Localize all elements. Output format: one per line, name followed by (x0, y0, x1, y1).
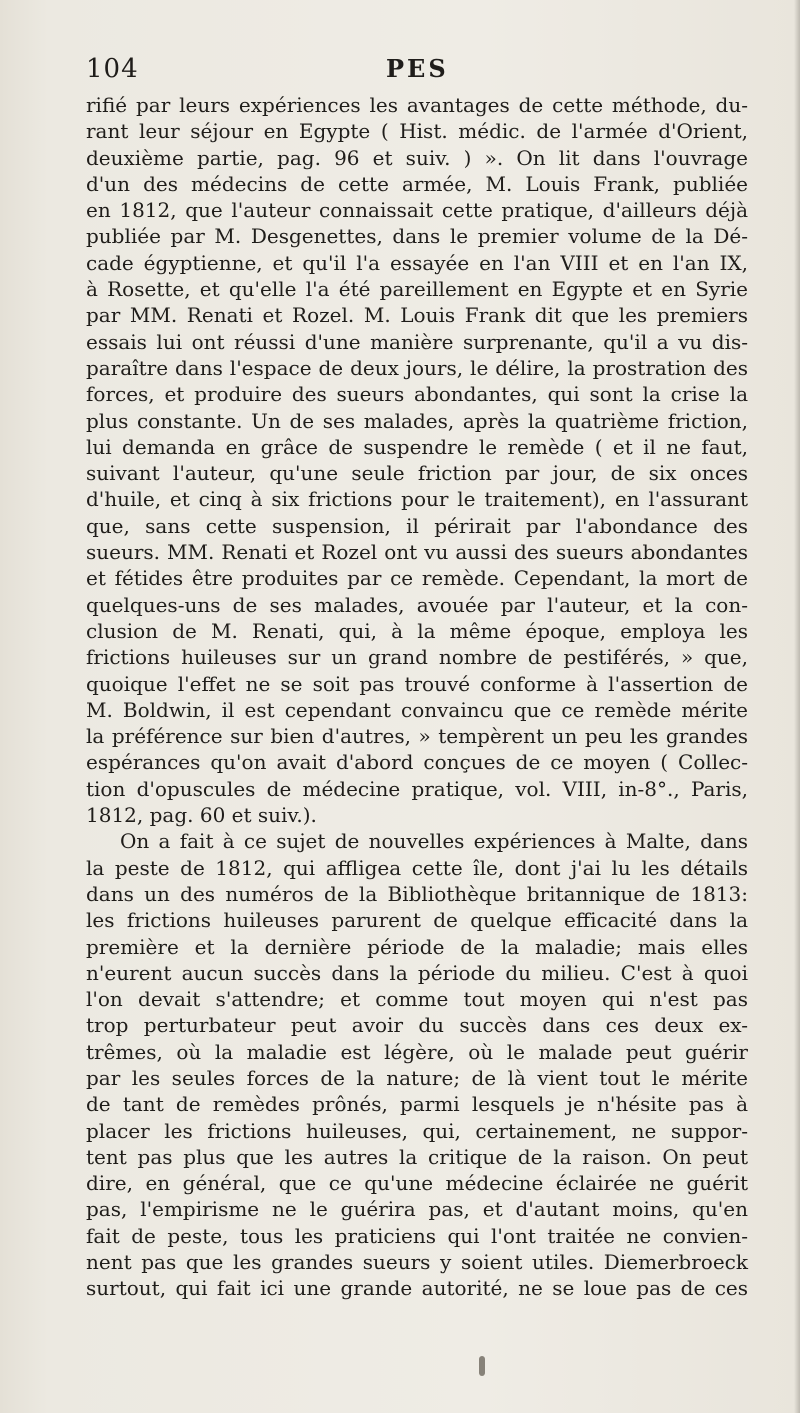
text-line: rant leur séjour en Egypte ( Hist. médic. de l'armée d'Orient, (86, 119, 748, 144)
text-line: quoique l'effet ne se soit pas trouvé conforme à l'assertion de (86, 671, 748, 696)
text-line: deuxième partie, pag. 96 et suiv. ) ». On lit dans l'ouvrage (86, 145, 748, 170)
text-line: cade égyptienne, et qu'il l'a essayée en l'an VIII et en l'an IX, (86, 250, 748, 275)
running-head (86, 54, 746, 90)
text-line: paraître dans l'espace de deux jours, le délire, la prostration des (86, 355, 748, 380)
text-line: lui demanda en grâce de suspendre le remède ( et il ne faut, (86, 434, 748, 459)
text-line: dire, en général, que ce qu'une médecine éclairée ne guérit (86, 1171, 748, 1196)
text-line: de tant de remèdes prônés, parmi lesquels je n'hésite pas à (86, 1092, 748, 1117)
text-line: et fétides être produites par ce remède. Cependant, la mort de (86, 566, 748, 591)
text-line: quelques-uns de ses malades, avouée par l'auteur, et la con- (86, 592, 748, 617)
text-line: tent pas plus que les autres la critique de la raison. On peut (86, 1144, 748, 1169)
text-line: essais lui ont réussi d'une manière surprenante, qu'il a vu dis- (86, 329, 748, 354)
text-line: On a fait à ce sujet de nouvelles expériences à Malte, dans (120, 829, 748, 854)
text-line: n'eurent aucun succès dans la période du milieu. C'est à quoi (86, 960, 748, 985)
page-edge-shadow (794, 0, 800, 1413)
text-line: rifié par leurs expériences les avantages de cette méthode, du- (86, 93, 748, 117)
text-line: trop perturbateur peut avoir du succès dans ces deux ex- (86, 1013, 748, 1038)
text-line: surtout, qui fait ici une grande autorité, ne se loue pas de ces (86, 1276, 748, 1301)
text-line: placer les frictions huileuses, qui, certainement, ne suppor- (86, 1118, 748, 1143)
text-line: sueurs. MM. Renati et Rozel ont vu aussi des sueurs abondantes (86, 540, 748, 565)
text-line: frictions huileuses sur un grand nombre de pestiférés, » que, (86, 645, 748, 670)
page-number: 104 (86, 54, 139, 84)
text-line: pas, l'empirisme ne le guérira pas, et d'autant moins, qu'en (86, 1197, 748, 1222)
text-line: tion d'opuscules de médecine pratique, vol. VIII, in-8°., Paris, (86, 776, 748, 801)
text-line: en 1812, que l'auteur connaissait cette pratique, d'ailleurs déjà (86, 198, 748, 223)
text-line: trêmes, où la maladie est légère, où le malade peut guérir (86, 1039, 748, 1064)
text-line: par les seules forces de la nature; de là vient tout le mérite (86, 1065, 748, 1090)
text-line: espérances qu'on avait d'abord conçues de ce moyen ( Collec- (86, 750, 748, 775)
text-line: clusion de M. Renati, qui, à la même époque, employa les (86, 618, 748, 643)
paragraph (86, 828, 748, 1301)
text-line: plus constante. Un de ses malades, après la quatrième friction, (86, 408, 748, 433)
text-line: première et la dernière période de la maladie; mais elles (86, 934, 748, 959)
text-line: la préférence sur bien d'autres, » tempèrent un peu les grandes (86, 724, 748, 749)
text-line: 1812, pag. 60 et suiv.). (86, 803, 317, 828)
text-line: suivant l'auteur, qu'une seule friction par jour, de six onces (86, 461, 748, 486)
text-line: par MM. Renati et Rozel. M. Louis Frank dit que les premiers (86, 303, 748, 328)
text-line: M. Boldwin, il est cependant convaincu que ce remède mérite (86, 697, 748, 722)
text-line: d'un des médecins de cette armée, M. Louis Frank, publiée (86, 171, 748, 196)
ink-blot (479, 1356, 485, 1376)
text-line: l'on devait s'attendre; et comme tout moyen qui n'est pas (86, 987, 748, 1012)
text-line: publiée par M. Desgenettes, dans le premier volume de la Dé- (86, 224, 748, 249)
text-line: d'huile, et cinq à six frictions pour le traitement), en l'assurant (86, 487, 748, 512)
text-line: fait de peste, tous les praticiens qui l'ont traitée ne convien- (86, 1223, 748, 1248)
text-line: la peste de 1812, qui affligea cette île, dont j'ai lu les détails (86, 855, 748, 880)
text-line: nent pas que les grandes sueurs y soient utiles. Diemerbroeck (86, 1250, 748, 1275)
text-line: à Rosette, et qu'elle l'a été pareillement en Egypte et en Syrie (86, 277, 748, 302)
body-text (86, 92, 748, 1302)
paragraph (86, 92, 748, 828)
text-line: les frictions huileuses parurent de quelque efficacité dans la (86, 908, 748, 933)
text-line: que, sans cette suspension, il périrait par l'abondance des (86, 513, 748, 538)
text-line: forces, et produire des sueurs abondantes, qui sont la crise la (86, 382, 748, 407)
running-title: PES (386, 54, 449, 83)
text-line: dans un des numéros de la Bibliothèque britannique de 1813: (86, 881, 748, 906)
